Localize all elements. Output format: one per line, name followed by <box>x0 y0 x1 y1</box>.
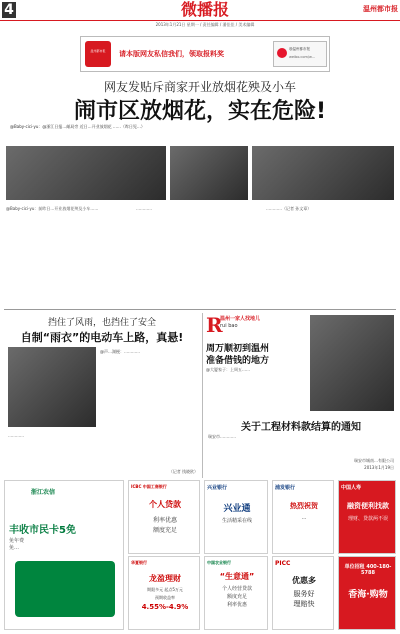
article-1-photo-middle <box>170 146 248 200</box>
article-2-caption: （记者 钱晓欧） <box>168 469 198 474</box>
ad-icbc-brand: ICBC 中国工商银行 <box>131 484 167 489</box>
divider-vertical <box>202 313 203 478</box>
ad-nongxin-brand: 浙江农信 <box>31 489 56 496</box>
promo-text: 请本版网友私信我们，领取报料奖 <box>119 50 224 58</box>
ad-renshou-line1: 理财、贷款两不误 <box>347 516 388 522</box>
promo-badge-text: 温州都市报 <box>90 49 106 53</box>
ad-nongye-line2: 额度充足 <box>226 594 247 600</box>
top-promo <box>80 36 330 72</box>
article-3-body: @大厦家子：上周五…… <box>206 367 250 372</box>
ad-huaxia-line1: 期限多元 起点5万元 <box>147 587 183 592</box>
ad-icbc[interactable] <box>128 480 200 554</box>
ad-nongxin-slogan: 丰收市民卡5免 <box>9 525 76 536</box>
notice <box>206 416 396 478</box>
ad-huaxia-slogan: 龙盈理财 <box>149 574 181 583</box>
ad-icbc-line1: 利率优惠 <box>152 517 177 524</box>
article-1-body-col2: ………… <box>136 206 152 211</box>
ad-picc-brand: PICC <box>275 560 291 567</box>
ad-pufa[interactable] <box>272 480 334 554</box>
ad-icbc-slogan: 个人贷款 <box>149 500 181 509</box>
divider <box>4 309 396 310</box>
article-2-subtitle: 挡住了风雨，也挡住了安全 <box>47 318 156 328</box>
ad-pufa-brand: 浦发银行 <box>275 485 296 491</box>
ad-hongkong-line1: 香海·购物 <box>348 590 388 600</box>
article-2-title: 自制“雨衣”的电动车上路，真悬! <box>20 331 184 344</box>
ad-picc-line2: 理赔快 <box>293 600 315 608</box>
article-1-body-col3: …………（记者 孙文章） <box>266 206 312 211</box>
article-2-body2: ………… <box>8 433 24 438</box>
ad-hongkong-slogan: 单位招租 400-180-5788 <box>344 564 392 576</box>
ad-huaxia-line2: 预期收益率 <box>155 595 175 600</box>
article-3-logo-sub: rui bao <box>220 323 238 329</box>
promo-badge <box>85 41 111 67</box>
ad-nongye-brand: 中国农业银行 <box>207 560 231 565</box>
article-1-photo-right <box>252 146 394 200</box>
ad-nongye-line1: 个人经营贷款 <box>221 586 252 592</box>
date-line: 2013年1月21日 星期一 / 责任编辑 / 潘佳佳 / 美术编辑 <box>155 22 255 27</box>
promo-weibo[interactable] <box>273 41 327 67</box>
page-number: 4 <box>2 2 16 18</box>
article-1-body-col1: @Baby-cici-yu：前昨日…开业放烟花殃及小车…… <box>6 206 99 211</box>
ad-huaxia[interactable] <box>128 556 200 630</box>
ad-picc[interactable] <box>272 556 334 630</box>
notice-body: 瑞安市………… <box>208 434 236 439</box>
weibo-url: weibo.com/w... <box>289 55 315 59</box>
ad-icbc-line2: 额度充足 <box>152 527 177 534</box>
article-3-title-2: 准备借钱的地方 <box>206 356 270 366</box>
ad-xingye[interactable] <box>204 480 268 554</box>
notice-signature: 瑞安市城南…有限公司 <box>354 458 394 463</box>
ad-pufa-slogan: 热烈祝贺 <box>290 502 318 510</box>
article-2-body: @声…湖梗：………… <box>100 349 140 354</box>
ad-nongxin-line2: 免… <box>9 545 20 551</box>
article-3 <box>206 313 396 413</box>
ad-xingye-brand: 兴业银行 <box>207 485 228 491</box>
ad-huaxia-line3: 4.55%-4.9% <box>141 603 189 611</box>
ad-renshou[interactable] <box>338 480 396 554</box>
notice-title: 关于工程材料款结算的通知 <box>241 422 361 433</box>
ad-renshou-brand: 中国人寿 <box>341 485 362 491</box>
article-2 <box>4 313 200 478</box>
paper-name: 温州都市报 <box>363 4 398 13</box>
article-3-photo <box>310 315 394 411</box>
section-title: 微播报 <box>180 0 229 19</box>
article-3-logo-line: 温州一家人找地儿 <box>220 316 261 322</box>
article-1-photo-left <box>6 146 166 200</box>
ad-nongye-line3: 利率优惠 <box>226 602 247 608</box>
article-1-title: 闹市区放烟花，实在危险! <box>73 99 327 124</box>
ad-nongxin[interactable] <box>4 480 124 630</box>
weibo-handle: @温州都市报 <box>289 47 310 51</box>
ad-hongkong[interactable] <box>338 556 396 630</box>
article-1-intro: @Baby-cici-yu：@浙江日报…邮局旁 近日…开业放烟花 ……（昨日见…） <box>10 124 145 129</box>
ad-nongxin-line1: 免年费 <box>9 538 25 544</box>
article-3-logo <box>206 313 266 337</box>
ad-picc-line1: 服务好 <box>293 590 315 598</box>
ad-xingye-line1: 生活精采在线 <box>221 518 252 524</box>
article-3-logo-letter: R <box>206 313 223 337</box>
page-header <box>0 0 400 30</box>
ad-xingye-slogan: 兴业通 <box>223 504 251 514</box>
ad-renshou-slogan: 融资便利找款 <box>347 502 389 510</box>
ad-picc-slogan: 优惠多 <box>292 576 316 585</box>
article-1-subtitle: 网友发贴斥商家开业放烟花殃及小车 <box>103 80 296 94</box>
article-1 <box>4 74 396 309</box>
ad-nongxin-card <box>15 561 115 617</box>
ad-nongye-slogan: “生意通” <box>219 572 255 581</box>
ad-nongye[interactable] <box>204 556 268 630</box>
header-rule <box>0 20 400 21</box>
article-2-photo <box>8 347 96 427</box>
ad-pufa-line1: … <box>301 515 307 521</box>
weibo-icon <box>277 48 287 58</box>
article-3-title-1: 周万顺初到温州 <box>206 344 270 354</box>
ad-huaxia-brand: 华夏银行 <box>131 560 147 565</box>
notice-date: 2013年1月19日 <box>364 465 394 470</box>
